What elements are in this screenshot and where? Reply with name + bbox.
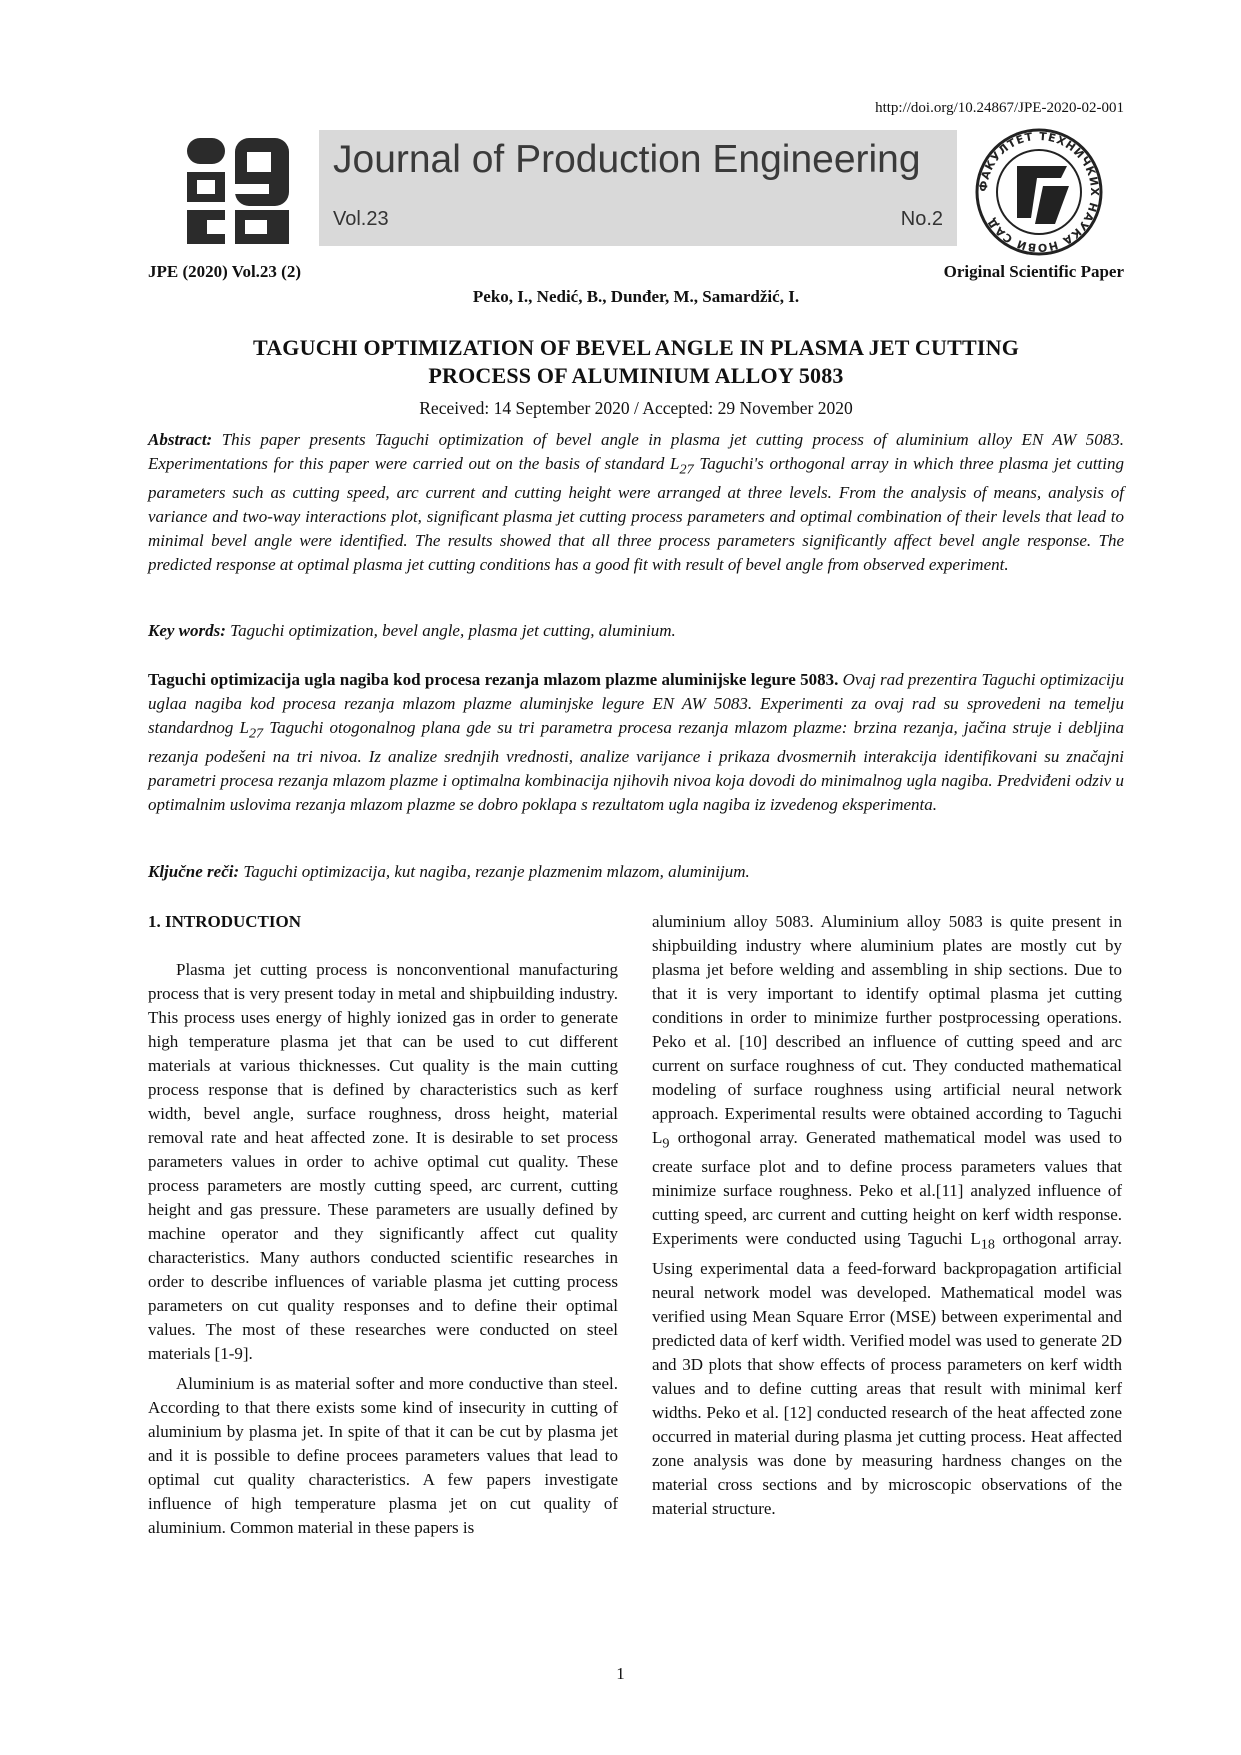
intro-paragraph-3	[652, 910, 1122, 1521]
jpe-logo-icon	[183, 136, 293, 246]
left-column	[148, 910, 618, 1540]
abstract-text-cont: Taguchi's orthogonal array in which three plasma jet cutting parameters such as cutting speed, arc current and cutting height were arranged at three levels. From the analysis of means, analysis of variance and two-way interactions plot, significant plasma jet cutting process parameters and optimal combination of their levels that lead to minimal bevel angle were identified. The results showed that all three process parameters significantly affect bevel angle response. The predicted response at optimal plasma jet cutting conditions has a good fit with result of bevel angle from observed experiment.	[148, 454, 1124, 575]
paper-type: Original Scientific Paper	[943, 262, 1124, 281]
journal-number: No.2	[900, 208, 943, 230]
intro-paragraph-3-part-1: aluminium alloy 5083. Aluminium alloy 5083 is quite present in shipbuilding industry where aluminium plates are mostly cut by plasma jet before welding and assembling in ship sections. Due to that it is very important to identify optimal plasma jet cutting conditions in order to minimize further postprocessing operations. Peko et al. [10] described an influence of cutting speed and arc current on surface roughness of cut. They conducted mathematical modeling of surface roughness using artificial neural network approach. Experimental results were obtained according to Taguchi L	[652, 912, 1122, 1147]
abstract-text: This paper presents Taguchi optimization of bevel angle in plasma jet cutting process of aluminium alloy EN AW 5083. Experimentations for this paper were carried out on the basis of standard L	[148, 430, 1124, 473]
abstract-label: Abstract:	[148, 430, 213, 449]
serbian-abstract-text-cont: Taguchi otogonalnog plana gde su tri parametra procesa rezanja mlazom plazme: brzina rezanja, jačina struje i debljina rezanja podešeni na tri nivoa. Iz analize srednjih vrednosti, analize varijance i prikaza dvosmernih interakcija identifikovani su značajni parametri procesa rezanja mlazom plazme i optimalna kombinacija njihovih nivoa koja dovodi do minimalnog ugla nagiba. Predviđeni odziv u optimalnim uslovima rezanja mlazom plazme se dobro poklapa s rezultatom ugla nagiba iz izvedenog eksperimenta.	[148, 718, 1124, 815]
right-column	[652, 910, 1122, 1521]
page-number: 1	[616, 1664, 625, 1683]
received-dates: Received: 14 September 2020 / Accepted: 29 November 2020	[419, 398, 853, 418]
serbian-keywords-text: Taguchi optimizacija, kut nagiba, rezanje plazmenim mlazom, aluminijum.	[243, 862, 750, 881]
paper-title-line-1: TAGUCHI OPTIMIZATION OF BEVEL ANGLE IN PLASMA JET CUTTING	[252, 335, 1020, 360]
serbian-keywords	[148, 860, 1124, 884]
keywords-label: Key words:	[148, 621, 226, 640]
abstract	[148, 428, 1124, 577]
keywords-text: Taguchi optimization, bevel angle, plasma jet cutting, aluminium.	[230, 621, 676, 640]
banner-title-box	[319, 130, 957, 246]
paper-title-line-2: PROCESS OF ALUMINIUM ALLOY 5083	[428, 363, 844, 388]
intro-paragraph-3-part-3: orthogonal array. Using experimental data a feed-forward backpropagation artificial neural network model was developed. Mathematical model was verified using Mean Square Error (MSE) between experimental and predicted data of kerf width. Verified model was used to generate 2D and 3D plots that show effects of process parameters on kerf width values and to define cutting areas that result with minimal kerf widths. Peko et al. [12] conducted research of the heat affected zone occurred in material during plasma jet cutting process. Heat affected zone analysis was done by measuring hardness changes on the material cross sections and by microscopic observations of the material structure.	[652, 1229, 1122, 1518]
journal-banner	[183, 129, 1113, 255]
section-heading-introduction: 1. INTRODUCTION	[148, 912, 302, 931]
subscript-l18: 18	[980, 1236, 995, 1253]
intro-paragraph-2: Aluminium is as material softer and more conductive than steel. According to that there exists some kind of insecurity in cutting of aluminium by plasma jet. In spite of that it can be cut by plasma jet and it is possible to define procees parameters values that lead to optimal cut quality characteristics. A few papers investigate influence of high temperature plasma jet on cut quality of aluminium. Common material in these papers is	[148, 1374, 618, 1537]
serbian-abstract	[148, 668, 1124, 817]
paper-title	[148, 334, 1124, 390]
serbian-abstract-title: Taguchi optimizacija ugla nagiba kod procesa rezanja mlazom plazme aluminijske legure 5083.	[148, 670, 839, 689]
svg-text:ФАКУЛТЕТ ТЕХНИЧКИХ НАУКА НОВИ: ФАКУЛТЕТ ТЕХНИЧКИХ НАУКА НОВИ САД	[976, 129, 1102, 255]
keywords	[148, 619, 1124, 643]
journal-title: Journal of Production Engineering	[333, 138, 921, 181]
faculty-seal-icon	[973, 126, 1105, 258]
serbian-abstract-subscript: 27	[248, 725, 264, 742]
serbian-abstract-text: Ovaj rad prezentira Taguchi optimizaciju uglaa nagiba kod procesa rezanja mlazom plazme aluminjske legure EN AW 5083. Experimenti za ovaj rad su sprovedeni na temelju standardnog L	[148, 670, 1124, 737]
intro-paragraph-3-part-2: orthogonal array. Generated mathematical model was used to create surface plot and to define process parameters values that minimize surface roughness. Peko et al.[11] analyzed influence of cutting speed, arc current and cutting height on kerf width response. Experiments were conducted using Taguchi L	[652, 1128, 1122, 1249]
abstract-subscript: 27	[679, 461, 694, 478]
subscript-l9: 9	[662, 1135, 670, 1152]
journal-citation: JPE (2020) Vol.23 (2)	[148, 262, 301, 281]
doi-link[interactable]: http://doi.org/10.24867/JPE-2020-02-001	[875, 100, 1124, 116]
intro-paragraph-1: Plasma jet cutting process is nonconventional manufacturing process that is very present today in metal and shipbuilding industry. This process uses energy of highly ionized gas in order to generate high temperature plasma jet that can be used to cut different materials at various thicknesses. Cut quality is the main cutting process response that is defined by characteristics such as kerf width, bevel angle, surface roughness, dross height, material removal rate and heat affected zone. It is desirable to set process parameters values in order to achive optimal cut quality. These process parameters are mostly cutting speed, arc current, cutting height and gas pressure. These parameters are usually defined by machine operator and they significantly affect cut quality characteristics. Many authors conducted scientific researches in order to describe influences of variable plasma jet cutting process parameters on cut quality responses and to define their optimal values. The most of these researches were conducted on steel materials [1-9].	[148, 960, 618, 1363]
journal-volume: Vol.23	[333, 208, 389, 230]
serbian-keywords-label: Ključne reči:	[148, 862, 240, 881]
authors: Peko, I., Nedić, B., Dunđer, M., Samardžić, I.	[472, 287, 800, 306]
